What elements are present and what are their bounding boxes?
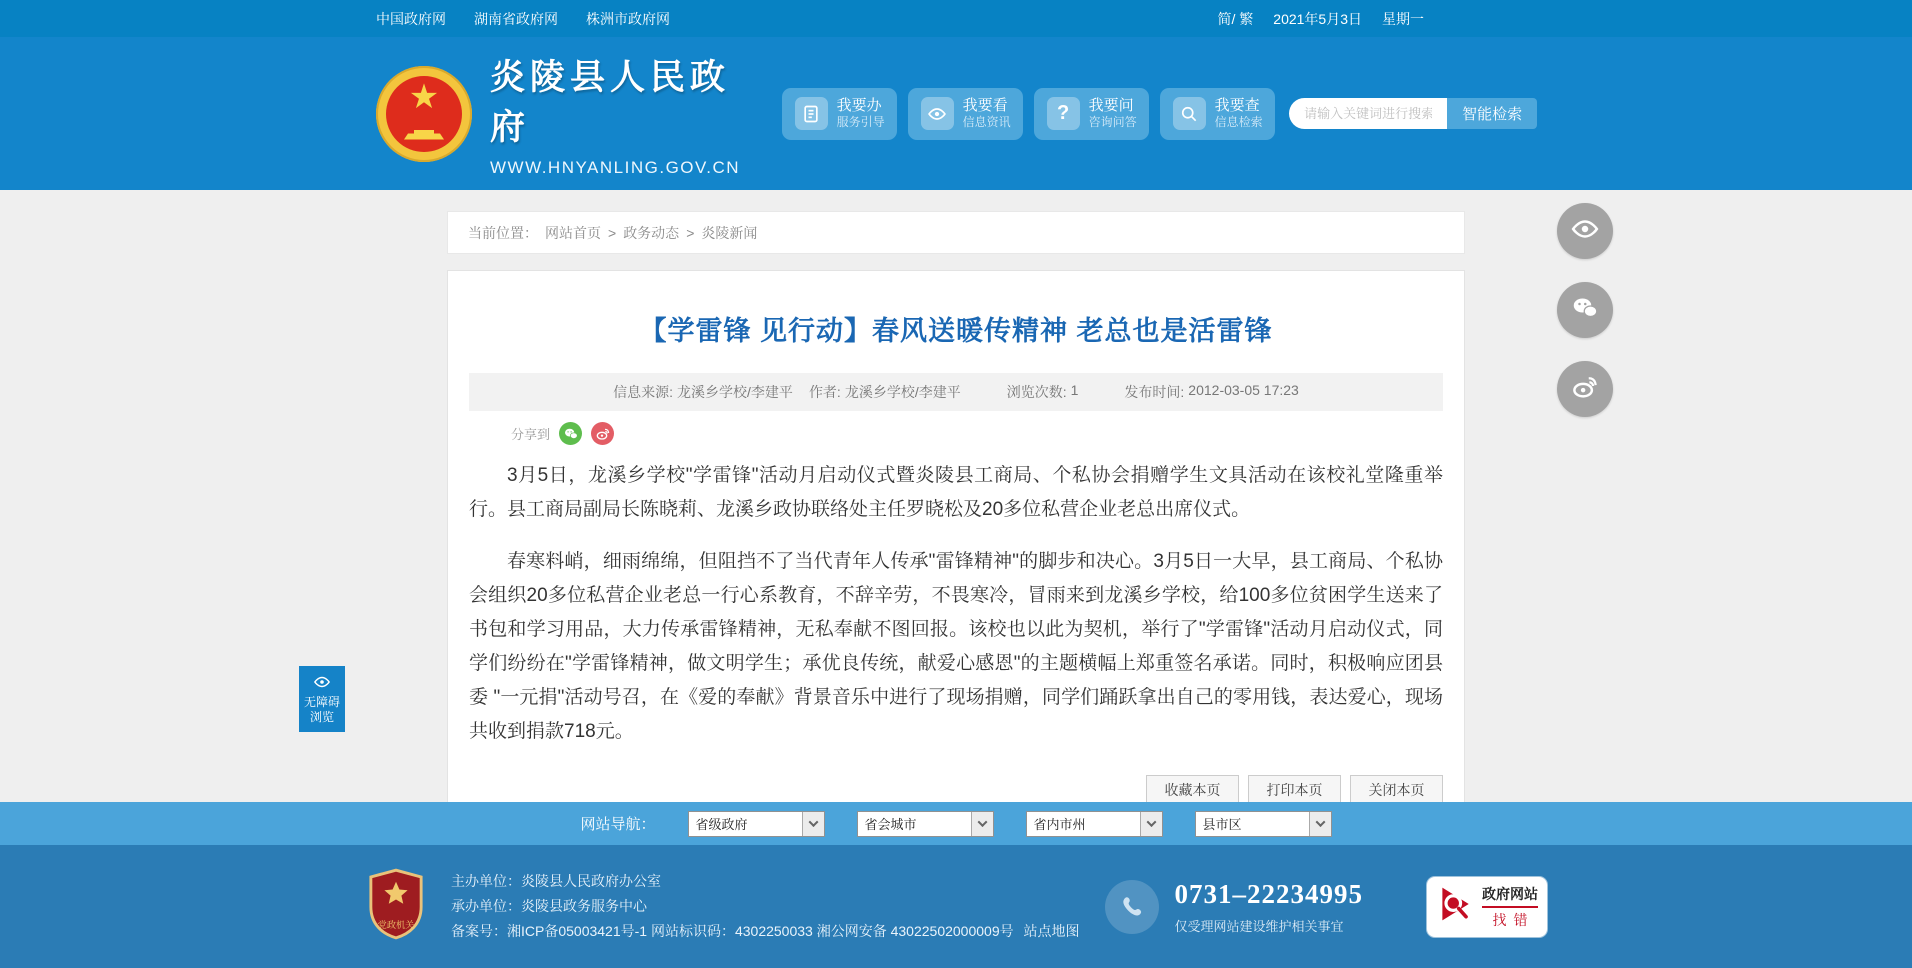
meta-author-value: 龙溪乡学校/李建平: [844, 384, 961, 400]
service-title: 我要办: [836, 96, 882, 114]
article-paragraph: 3月5日，龙溪乡学校"学雷锋"活动月启动仪式暨炎陵县工商局、个私协会捐赠学生文具活动在该校礼堂隆重举行。县工商局副局长陈晓莉、龙溪乡政协联络处主任罗晓松及20多位私营企业老总出席仪式。: [469, 465, 1443, 520]
article-title: 【学雷锋 见行动】春风送暖传精神 老总也是活雷锋: [639, 316, 1273, 346]
current-date: 2021年5月3日: [1273, 10, 1362, 27]
favorite-page-button[interactable]: 收藏本页: [1146, 775, 1239, 802]
weibo-share-button[interactable]: [1557, 361, 1613, 417]
service-subtitle: 信息检索: [1214, 114, 1263, 129]
magnifier-icon: [1173, 97, 1206, 130]
accessibility-label-1: 无障碍: [303, 695, 340, 709]
site-nav-label: 网站导航：: [580, 816, 656, 833]
breadcrumb-separator: >: [686, 224, 695, 241]
share-row: [469, 422, 1443, 445]
service-title: 我要看: [962, 96, 1008, 114]
gov-site-error-report-badge[interactable]: [1429, 879, 1545, 935]
service-subtitle: 信息资讯: [962, 114, 1011, 129]
eye-icon: [921, 97, 954, 130]
breadcrumb-label: 当前位置：: [468, 224, 538, 241]
close-page-button[interactable]: 关闭本页: [1350, 775, 1443, 802]
accessibility-browse-button[interactable]: [299, 666, 345, 732]
service-shortcuts: [782, 88, 1275, 140]
service-ask-button[interactable]: [1034, 88, 1149, 140]
question-icon: ?: [1047, 97, 1080, 130]
article-body: [469, 459, 1443, 749]
view-mode-button[interactable]: [1557, 203, 1613, 259]
select-county-districts[interactable]: [1195, 811, 1332, 837]
contact-phone: 0731–22234995: [1174, 878, 1363, 909]
footer: [0, 845, 1912, 968]
wechat-share-button[interactable]: [1557, 282, 1613, 338]
select-capital-cities[interactable]: [857, 811, 994, 837]
meta-source-label: 信息来源:: [613, 384, 674, 400]
meta-source-value: 龙溪乡学校/李建平: [677, 384, 793, 400]
error-badge-line1: 政府网站: [1482, 884, 1538, 908]
accessibility-label-2: 浏览: [309, 710, 334, 724]
breadcrumb-zhengwu[interactable]: 政务动态: [623, 224, 680, 241]
article-card: [447, 270, 1465, 802]
phone-icon: [1105, 880, 1159, 934]
wechat-icon: [1570, 293, 1600, 328]
service-title: 我要问: [1088, 96, 1134, 114]
error-report-magnifier-icon: [1436, 884, 1476, 929]
service-subtitle: 服务引导: [836, 114, 885, 129]
share-label: 分享到: [511, 427, 551, 442]
breadcrumb-home[interactable]: 网站首页: [545, 224, 601, 241]
chevron-down-icon: [971, 812, 993, 836]
lang-toggle[interactable]: 简/ 繁: [1217, 10, 1254, 27]
select-value: 县市区: [1202, 817, 1242, 832]
weibo-icon: [1570, 372, 1600, 407]
select-province-cities[interactable]: [1026, 811, 1163, 837]
select-value: 省会城市: [864, 817, 917, 832]
current-weekday: 星期一: [1382, 10, 1424, 27]
side-toolbar: [1557, 203, 1613, 417]
site-search: [1289, 98, 1537, 129]
national-emblem-logo: ★: [376, 66, 472, 162]
smart-search-button[interactable]: 智能检索: [1447, 98, 1537, 129]
meta-time-value: 2012-03-05 17:23: [1188, 382, 1299, 398]
breadcrumb-separator: >: [608, 224, 617, 241]
organizer-unit-line: 承办单位：炎陵县政务服务中心: [451, 898, 647, 914]
eye-icon: [1570, 214, 1600, 249]
phone-note: 仅受理网站建设维护相关事宜: [1174, 918, 1344, 934]
select-value: 省内市州: [1033, 817, 1086, 832]
article-actions: [469, 775, 1443, 802]
site-url: WWW.HNYANLING.GOV.CN: [490, 157, 741, 177]
form-icon: [795, 97, 828, 130]
article-paragraph: 春寒料峭，细雨绵绵，但阻挡不了当代青年人传承"雷锋精神"的脚步和决心。3月5日一大早，县工商局、个私协会组织20多位私营企业老总一行心系教育，不辞辛劳，不畏寒冷，冒雨来到龙溪乡学校，给100多位贫困学生送来了书包和学习用品，大力传承雷锋精神，无私奉献不图回报。该校也以此为契机，举行了"学雷锋"活动月启动仪式，同学们纷纷在"学雷锋精神，做文明学生；承优良传统，献爱心感恩"的主题横幅上郑重签名承诺。同时，积极响应团县委 "一元捐"活动号召，在《爱的奉献》背景音乐中进行了现场捐赠，同学们踊跃拿出自己的零用钱，表达爱心，现场共收到捐款718元。: [469, 551, 1443, 742]
accessibility-eye-icon: [313, 673, 331, 695]
error-badge-line2: 找错: [1492, 911, 1535, 928]
sitemap-link[interactable]: 站点地图: [1023, 923, 1080, 939]
meta-time-label: 发布时间:: [1124, 384, 1185, 400]
article-meta-bar: [469, 373, 1443, 411]
breadcrumb-news[interactable]: 炎陵新闻: [701, 224, 758, 241]
share-wechat-icon[interactable]: [559, 422, 582, 445]
site-header: [0, 37, 1912, 190]
topbar: [0, 0, 1912, 37]
service-view-button[interactable]: [908, 88, 1023, 140]
beian-line: 备案号：湘ICP备05003421号-1 网站标识码：4302250033 湘公网安备 43022502000009号: [451, 923, 1014, 939]
service-title: 我要查: [1214, 96, 1260, 114]
chevron-down-icon: [1309, 812, 1331, 836]
link-china-gov[interactable]: 中国政府网: [376, 10, 446, 27]
chevron-down-icon: [802, 812, 824, 836]
link-hunan-gov[interactable]: 湖南省政府网: [474, 10, 558, 27]
search-input[interactable]: [1289, 98, 1447, 129]
service-apply-button[interactable]: [782, 88, 897, 140]
service-subtitle: 咨询问答: [1088, 114, 1137, 129]
meta-views-label: 浏览次数:: [1006, 384, 1067, 400]
print-page-button[interactable]: 打印本页: [1248, 775, 1341, 802]
content-area: [0, 190, 1912, 802]
gov-links: [376, 9, 670, 29]
share-weibo-icon[interactable]: [591, 422, 614, 445]
select-provincial-gov[interactable]: [688, 811, 825, 837]
party-gov-shield-badge: [367, 868, 425, 945]
service-search-button[interactable]: [1160, 88, 1275, 140]
chevron-down-icon: [1140, 812, 1162, 836]
site-nav-strip: [0, 802, 1912, 845]
select-value: 省级政府: [695, 817, 748, 832]
site-title: 炎陵县人民政府: [490, 57, 731, 147]
host-unit-line: 主办单位：炎陵县人民政府办公室: [451, 873, 661, 889]
meta-author-label: 作者:: [808, 384, 841, 400]
meta-views-value: 1: [1070, 382, 1079, 398]
breadcrumb: [447, 211, 1465, 254]
link-zhuzhou-gov[interactable]: 株洲市政府网: [586, 10, 670, 27]
svg-text:党政机关: 党政机关: [377, 920, 415, 931]
